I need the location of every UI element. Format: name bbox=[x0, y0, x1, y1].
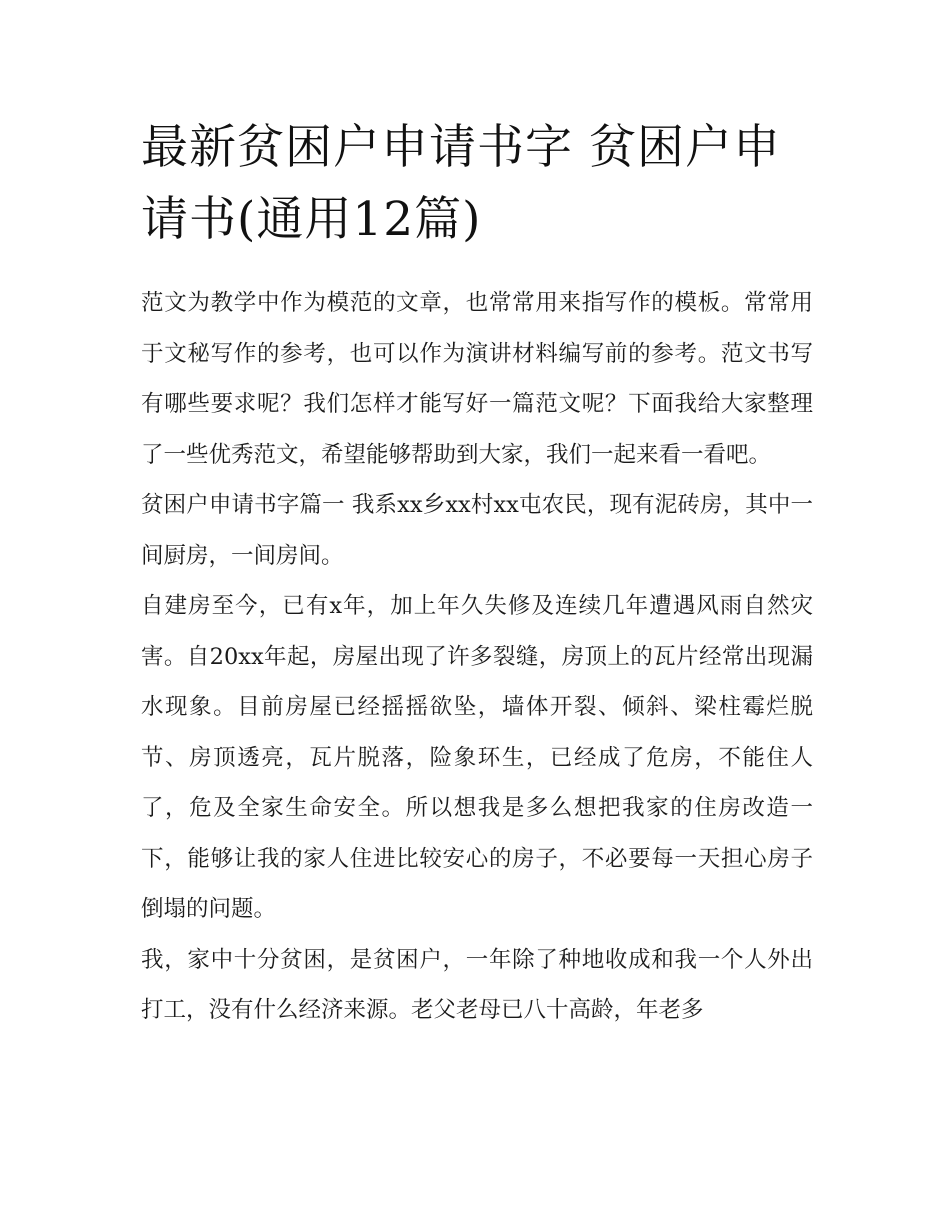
paragraph-intro: 范文为教学中作为模范的文章，也常常用来指写作的模板。常常用于文秘写作的参考，也可以作为演讲材料编写前的参考。范文书写有哪些要求呢？我们怎样才能写好一篇范文呢？下面我给大家整理了一些优秀范文，希望能够帮助到大家，我们一起来看一看吧。 bbox=[141, 290, 813, 468]
paragraph-2: 自建房至今，已有x年，加上年久失修及连续几年遭遇风雨自然灾害。自20xx年起，房屋出现了许多裂缝，房顶上的瓦片经常出现漏水现象。目前房屋已经摇摇欲坠，墙体开裂、倾斜、梁柱霉烂脱节、房顶透亮，瓦片脱落，险象环生，已经成了危房，不能住人了，危及全家生命安全。所以想我是多么想把我家的住房改造一下，能够让我的家人住进比较安心的房子，不必要每一天担心房子倒塌的问题。 bbox=[141, 593, 813, 922]
paragraph-1: 贫困户申请书字篇一 我系xx乡xx村xx屯农民，现有泥砖房，其中一间厨房，一间房间。 bbox=[141, 492, 813, 569]
document-body bbox=[141, 112, 813, 1036]
paragraph-3: 我，家中十分贫困，是贫困户，一年除了种地收成和我一个人外出打工，没有什么经济来源。老父老母已八十高龄，年老多 bbox=[141, 946, 813, 1023]
document-title: 最新贫困户申请书字 贫困户申请书(通用12篇) bbox=[141, 120, 781, 247]
